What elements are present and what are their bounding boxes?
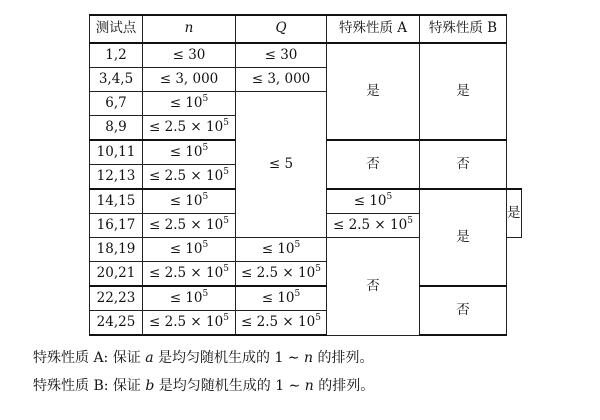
- cell-n: ≤ $2.5 \times 10^5$: [143, 116, 236, 141]
- header-q: Q: [236, 15, 327, 43]
- cell-test-point: 6,7: [90, 92, 143, 116]
- cell-test-point: 22,23: [90, 286, 143, 311]
- cell-q: ≤ $2.5 \times 10^5$: [236, 262, 327, 287]
- header-test-point: 测试点: [90, 15, 143, 43]
- note-property-b: 特殊性质 B: 保证 b 是均匀随机生成的 1 ∼ n 的排列。: [33, 378, 375, 394]
- cell-n: ≤ $2.5 \times 10^5$: [143, 262, 236, 287]
- cell-property-a-group1: 是: [327, 43, 420, 140]
- cell-n: ≤ $2.5 \times 10^5$: [143, 214, 236, 238]
- cell-q: ≤ $10^5$: [327, 189, 420, 214]
- cell-n: ≤ $10^5$: [143, 92, 236, 116]
- cell-q: ≤ $2.5 \times 10^5$: [236, 311, 327, 336]
- cell-property-a-group3: 是: [420, 189, 507, 286]
- cell-test-point: 18,19: [90, 238, 143, 262]
- cell-test-point: 16,17: [90, 214, 143, 238]
- cell-property-b-group2: 否: [420, 140, 507, 189]
- cell-test-point: 3,4,5: [90, 68, 143, 92]
- header-n: n: [143, 15, 236, 43]
- cell-property-b-group3: 是: [507, 189, 522, 238]
- cell-property-b-group1: 是: [420, 43, 507, 140]
- cell-test-point: 24,25: [90, 311, 143, 336]
- cell-n: ≤ $2.5 \times 10^5$: [143, 165, 236, 190]
- cell-test-point: 10,11: [90, 140, 143, 165]
- cell-n: ≤ $10^5$: [143, 238, 236, 262]
- cell-test-point: 14,15: [90, 189, 143, 214]
- cell-test-point: 12,13: [90, 165, 143, 190]
- header-property-a: 特殊性质 A: [327, 15, 420, 43]
- cell-test-point: 1,2: [90, 43, 143, 68]
- cell-property-a-group4: 否: [420, 286, 507, 335]
- cell-n: ≤ $10^5$: [143, 140, 236, 165]
- cell-test-point: 20,21: [90, 262, 143, 287]
- header-property-b: 特殊性质 B: [420, 15, 507, 43]
- table-row: [90, 286, 522, 311]
- notes: [33, 344, 374, 400]
- constraints-table: [89, 14, 522, 336]
- cell-n: ≤ 3, 000: [143, 68, 236, 92]
- cell-n: ≤ 30: [143, 43, 236, 68]
- table-row: [90, 43, 522, 68]
- cell-property-a-group2: 否: [327, 140, 420, 189]
- cell-q-merged: ≤ 5: [236, 92, 327, 238]
- table-header-row: [90, 15, 522, 43]
- cell-test-point: 8,9: [90, 116, 143, 141]
- cell-q: ≤ $10^5$: [236, 286, 327, 311]
- cell-property-b-group4: 否: [327, 238, 420, 336]
- cell-q: ≤ $2.5 \times 10^5$: [327, 214, 420, 238]
- cell-n: ≤ $10^5$: [143, 189, 236, 214]
- note-property-a: 特殊性质 A: 保证 a 是均匀随机生成的 1 ∼ n 的排列。: [33, 350, 374, 366]
- cell-q: ≤ 30: [236, 43, 327, 68]
- cell-q: ≤ $10^5$: [236, 238, 327, 262]
- cell-q: ≤ 3, 000: [236, 68, 327, 92]
- cell-n: ≤ $2.5 \times 10^5$: [143, 311, 236, 336]
- cell-n: ≤ $10^5$: [143, 286, 236, 311]
